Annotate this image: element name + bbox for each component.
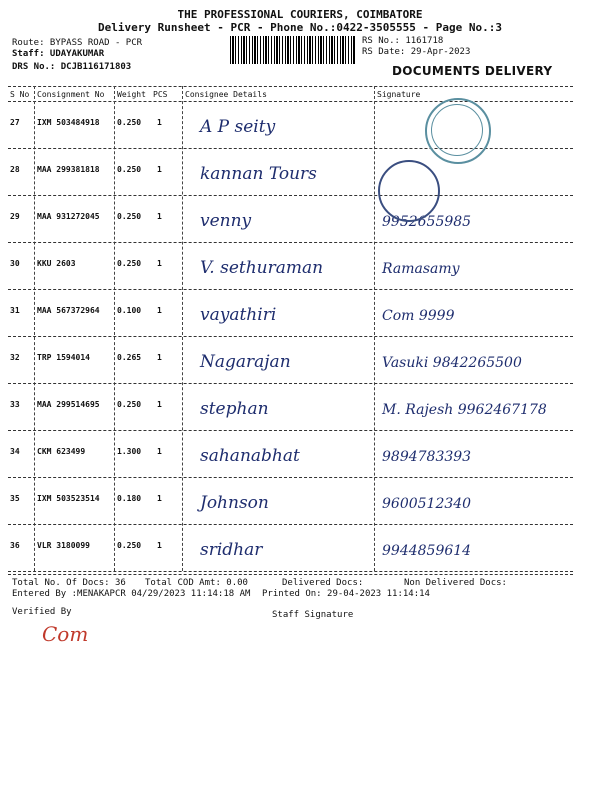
entered-by: Entered By :MENAKAPCR 04/29/2023 11:14:18 AM	[12, 589, 251, 599]
row-pcs: 1	[157, 259, 162, 268]
row-sno: 33	[10, 400, 20, 409]
row-pcs: 1	[157, 494, 162, 503]
row-weight: 0.180	[117, 494, 142, 503]
row-consignee-handwritten: Johnson	[200, 493, 269, 513]
row-sno: 35	[10, 494, 20, 503]
row-consignment-no: VLR 3180099	[37, 541, 90, 550]
row-consignment-no: MAA 299514695	[37, 400, 100, 409]
row-weight: 1.300	[117, 447, 142, 456]
row-weight: 0.250	[117, 400, 142, 409]
row-divider	[8, 195, 573, 196]
row-divider	[8, 289, 573, 290]
row-divider	[8, 430, 573, 431]
row-pcs: 1	[157, 400, 162, 409]
row-consignee-handwritten: sahanabhat	[200, 446, 300, 466]
printed-on: Printed On: 29-04-2023 11:14:14	[262, 589, 430, 599]
row-consignee-handwritten: venny	[200, 211, 252, 231]
row-pcs: 1	[157, 165, 162, 174]
row-divider	[8, 524, 573, 525]
row-weight: 0.100	[117, 306, 142, 315]
consignee-seal-stamp	[378, 160, 440, 222]
footer-rule	[8, 574, 573, 575]
row-pcs: 1	[157, 212, 162, 221]
delivered-docs: Delivered Docs:	[282, 578, 364, 588]
runsheet-subtitle: Delivery Runsheet - PCR - Phone No.:0422-3505555 - Page No.:3	[98, 21, 502, 34]
drs-number: DRS No.: DCJB116171803	[12, 62, 132, 72]
row-consignment-no: CKM 623499	[37, 447, 86, 456]
row-sno: 29	[10, 212, 20, 221]
staff-label: Staff: UDAYAKUMAR	[12, 49, 105, 59]
row-consignee-handwritten: kannan Tours	[200, 164, 317, 184]
documents-delivery-stamp: DOCUMENTS DELIVERY	[392, 64, 553, 78]
company-seal-inner	[431, 104, 483, 156]
row-pcs: 1	[157, 118, 162, 127]
row-consignment-no: MAA 299381818	[37, 165, 100, 174]
row-consignee-handwritten: V. sethuraman	[200, 258, 324, 278]
row-consignment-no: IXM 503523514	[37, 494, 100, 503]
col-divider	[182, 86, 183, 571]
row-consignee-handwritten: Nagarajan	[200, 352, 291, 372]
row-signature: M. Rajesh 9962467178	[382, 402, 547, 418]
col-header-pcs: PCS	[153, 90, 168, 99]
verifier-initials: Com	[42, 622, 89, 646]
row-consignment-no: IXM 503484918	[37, 118, 100, 127]
col-header-consignment: Consignment No	[37, 90, 105, 99]
rs-date: RS Date: 29-Apr-2023	[362, 47, 471, 57]
row-signature: Com 9999	[382, 308, 455, 324]
row-pcs: 1	[157, 306, 162, 315]
row-signature: Ramasamy	[382, 261, 460, 277]
col-divider	[374, 86, 375, 571]
row-divider	[8, 477, 573, 478]
route-label: Route: BYPASS ROAD - PCR	[12, 38, 143, 48]
table-top-rule	[8, 86, 573, 87]
row-sno: 30	[10, 259, 20, 268]
col-header-consignee: Consignee Details	[185, 90, 267, 99]
row-weight: 0.250	[117, 259, 142, 268]
row-pcs: 1	[157, 353, 162, 362]
row-divider	[8, 571, 573, 572]
row-consignee-handwritten: sridhar	[200, 540, 263, 560]
col-header-sno: S No	[10, 90, 30, 99]
table-header-rule	[8, 101, 573, 102]
total-docs: Total No. Of Docs: 36	[12, 578, 126, 588]
row-consignee-handwritten: vayathiri	[200, 305, 277, 325]
barcode	[230, 36, 355, 64]
row-signature: 9944859614	[382, 543, 472, 559]
row-signature: 9894783393	[382, 449, 472, 465]
row-consignment-no: MAA 931272045	[37, 212, 100, 221]
company-title: THE PROFESSIONAL COURIERS, COIMBATORE	[177, 8, 423, 21]
col-header-weight: Weight	[117, 90, 146, 99]
staff-signature-label: Staff Signature	[272, 610, 354, 620]
row-weight: 0.250	[117, 212, 142, 221]
row-consignee-handwritten: stephan	[200, 399, 269, 419]
row-divider	[8, 242, 573, 243]
col-divider	[34, 86, 35, 571]
row-signature: 9952655985	[382, 214, 472, 230]
row-weight: 0.265	[117, 353, 142, 362]
verified-by: Verified By	[12, 607, 72, 617]
total-cod: Total COD Amt: 0.00	[145, 578, 248, 588]
row-consignment-no: MAA 567372964	[37, 306, 100, 315]
row-sno: 32	[10, 353, 20, 362]
row-weight: 0.250	[117, 118, 142, 127]
row-consignment-no: KKU 2603	[37, 259, 76, 268]
row-divider	[8, 148, 573, 149]
row-signature: 9600512340	[382, 496, 472, 512]
row-divider	[8, 383, 573, 384]
rs-number: RS No.: 1161718	[362, 36, 444, 46]
col-divider	[114, 86, 115, 571]
non-delivered-docs: Non Delivered Docs:	[404, 578, 507, 588]
row-sno: 31	[10, 306, 20, 315]
row-signature: Vasuki 9842265500	[382, 355, 522, 371]
row-consignee-handwritten: A P seity	[200, 117, 276, 137]
row-pcs: 1	[157, 447, 162, 456]
row-pcs: 1	[157, 541, 162, 550]
row-sno: 27	[10, 118, 20, 127]
row-sno: 36	[10, 541, 20, 550]
row-weight: 0.250	[117, 541, 142, 550]
col-header-signature: Signature	[377, 90, 421, 99]
row-weight: 0.250	[117, 165, 142, 174]
row-sno: 34	[10, 447, 20, 456]
row-consignment-no: TRP 1594014	[37, 353, 90, 362]
row-divider	[8, 336, 573, 337]
row-sno: 28	[10, 165, 20, 174]
